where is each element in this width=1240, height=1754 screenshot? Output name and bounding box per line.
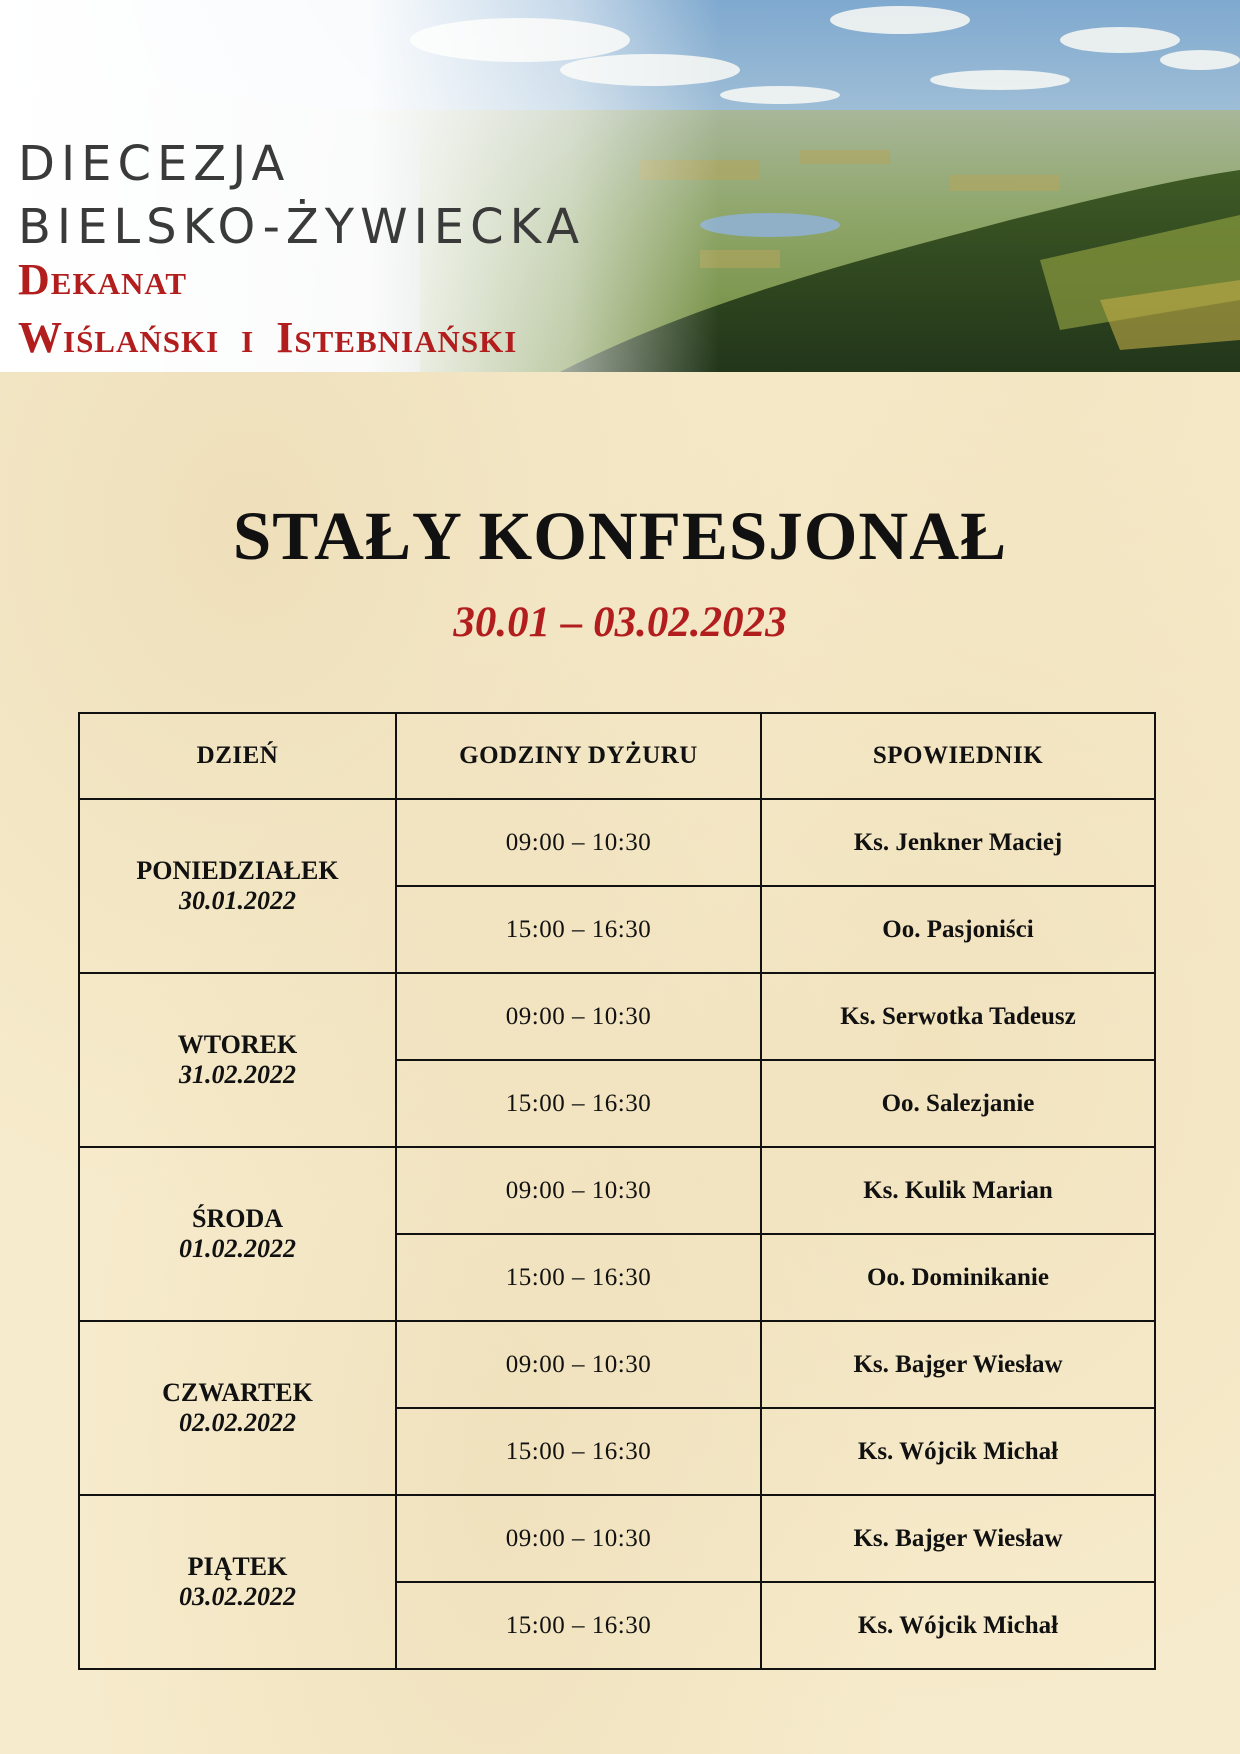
- day-cell: [79, 1147, 396, 1321]
- confessor-cell: Ks. Wójcik Michał: [761, 1408, 1155, 1495]
- day-date: 02.02.2022: [179, 1408, 296, 1437]
- hours-cell: 15:00 – 16:30: [396, 1582, 761, 1669]
- hours-cell: 09:00 – 10:30: [396, 799, 761, 886]
- header-day: DZIEŃ: [79, 713, 396, 799]
- table-row: [79, 1495, 1155, 1582]
- header-banner: [0, 0, 1240, 372]
- confession-schedule-table: [78, 712, 1156, 1670]
- day-name: WTOREK: [177, 1030, 298, 1059]
- hours-cell: 15:00 – 16:30: [396, 1234, 761, 1321]
- hours-cell: 09:00 – 10:30: [396, 1495, 761, 1582]
- day-name: PONIEDZIAŁEK: [136, 856, 339, 885]
- day-cell: [79, 973, 396, 1147]
- confessor-cell: Oo. Dominikanie: [761, 1234, 1155, 1321]
- diocese-name-line2: BIELSKO-ŻYWIECKA: [18, 199, 586, 255]
- confessor-cell: Oo. Pasjoniści: [761, 886, 1155, 973]
- day-date: 31.02.2022: [179, 1060, 296, 1089]
- confessor-cell: Ks. Wójcik Michał: [761, 1582, 1155, 1669]
- diocese-name-line1: DIECEZJA: [18, 136, 291, 192]
- confessor-cell: Ks. Bajger Wiesław: [761, 1321, 1155, 1408]
- table-row: [79, 799, 1155, 886]
- table-row: [79, 1147, 1155, 1234]
- confessor-cell: Ks. Kulik Marian: [761, 1147, 1155, 1234]
- hours-cell: 15:00 – 16:30: [396, 1408, 761, 1495]
- hours-cell: 09:00 – 10:30: [396, 1321, 761, 1408]
- confessor-cell: Ks. Jenkner Maciej: [761, 799, 1155, 886]
- date-range: 30.01 – 03.02.2023: [453, 599, 787, 646]
- page-title: STAŁY KONFESJONAŁ: [232, 498, 1008, 574]
- day-name: PIĄTEK: [187, 1552, 288, 1581]
- table-row: [79, 973, 1155, 1060]
- day-date: 30.01.2022: [179, 886, 296, 915]
- confessor-cell: Ks. Bajger Wiesław: [761, 1495, 1155, 1582]
- deanery-name: Wiślański i Istebniański: [18, 313, 518, 362]
- day-cell: [79, 1495, 396, 1669]
- table-header-row: [79, 713, 1155, 799]
- day-date: 01.02.2022: [179, 1234, 296, 1263]
- header-confessor: SPOWIEDNIK: [761, 713, 1155, 799]
- hours-cell: 09:00 – 10:30: [396, 973, 761, 1060]
- confessor-cell: Ks. Serwotka Tadeusz: [761, 973, 1155, 1060]
- day-date: 03.02.2022: [179, 1582, 296, 1611]
- confessor-cell: Oo. Salezjanie: [761, 1060, 1155, 1147]
- table-row: [79, 1321, 1155, 1408]
- hours-cell: 15:00 – 16:30: [396, 886, 761, 973]
- day-name: CZWARTEK: [162, 1378, 313, 1407]
- day-name: ŚRODA: [191, 1204, 283, 1233]
- hours-cell: 09:00 – 10:30: [396, 1147, 761, 1234]
- header-hours: GODZINY DYŻURU: [396, 713, 761, 799]
- deanery-label: Dekanat: [18, 255, 188, 304]
- day-cell: [79, 799, 396, 973]
- hours-cell: 15:00 – 16:30: [396, 1060, 761, 1147]
- day-cell: [79, 1321, 396, 1495]
